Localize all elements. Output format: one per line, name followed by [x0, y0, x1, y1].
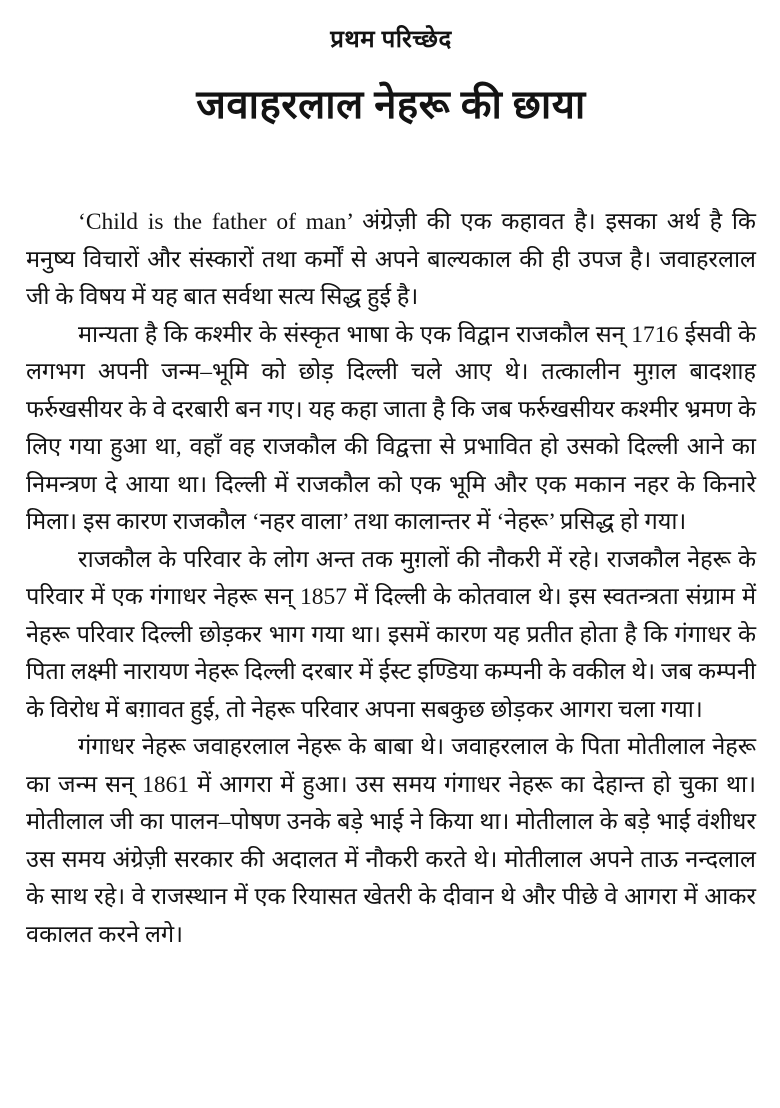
paragraph-3: राजकौल के परिवार के लोग अन्त तक मुग़लों की नौकरी में रहे। राजकौल नेहरू के परिवार में एक गंगाधर नेहरू सन् 1857 में दिल्ली के कोतवाल थे। इस स्वतन्त्रता संग्राम में नेहरू परिवार दिल्ली छोड़कर भाग गया था। इसमें कारण यह प्रतीत होता है कि गंगाधर के पिता लक्ष्मी नारायण नेहरू दिल्ली दरबार में ईस्ट इण्डिया कम्पनी के वकील थे। जब कम्पनी के विरोध में बग़ावत हुई, तो नेहरू परिवार अपना सबकुछ छोड़कर आगरा चला गया। [26, 546, 756, 723]
paragraph-2: मान्यता है कि कश्मीर के संस्कृत भाषा के एक विद्वान राजकौल सन् 1716 ईसवी के लगभग अपनी जन्म–भूमि को छोड़ दिल्ली चले आए थे। तत्कालीन मुग़ल बादशाह फर्रुखसीयर के वे दरबारी बन गए। यह कहा जाता है कि जब फर्रुखसीयर कश्मीर भ्रमण के लिए गया हुआ था, वहाँ वह राजकौल की विद्वत्ता से प्रभावित हो उसको दिल्ली आने का निमन्त्रण दे आया था। दिल्ली में राजकौल को एक भूमि और एक मकान नहर के किनारे मिला। इस कारण राजकौल ‘नहर वाला’ तथा कालान्तर में ‘नेहरू’ प्रसिद्ध हो गया। [26, 321, 756, 535]
body-text [26, 204, 756, 954]
paragraph-1: ‘Child is the father of man’ अंग्रेज़ी की एक कहावत है। इसका अर्थ है कि मनुष्य विचारों और संस्कारों तथा कर्मों से अपने बाल्यकाल की ही उपज है। जवाहरलाल जी के विषय में यह बात सर्वथा सत्य सिद्ध हुई है। [26, 209, 756, 310]
page-title: जवाहरलाल नेहरू की छाया [196, 82, 586, 127]
chapter-label: प्रथम परिच्छेद [330, 27, 452, 53]
paragraph-4: गंगाधर नेहरू जवाहरलाल नेहरू के बाबा थे। जवाहरलाल के पिता मोतीलाल नेहरू का जन्म सन् 1861 में आगरा में हुआ। उस समय गंगाधर नेहरू का देहान्त हो चुका था। मोतीलाल जी का पालन–पोषण उनके बड़े भाई ने किया था। मोतीलाल के बड़े भाई वंशीधर उस समय अंग्रेज़ी सरकार की अदालत में नौकरी करते थे। मोतीलाल अपने ताऊ नन्दलाल के साथ रहे। वे राजस्थान में एक रियासत खेतरी के दीवान थे और पीछे वे आगरा में आकर वकालत करने लगे। [26, 734, 756, 948]
